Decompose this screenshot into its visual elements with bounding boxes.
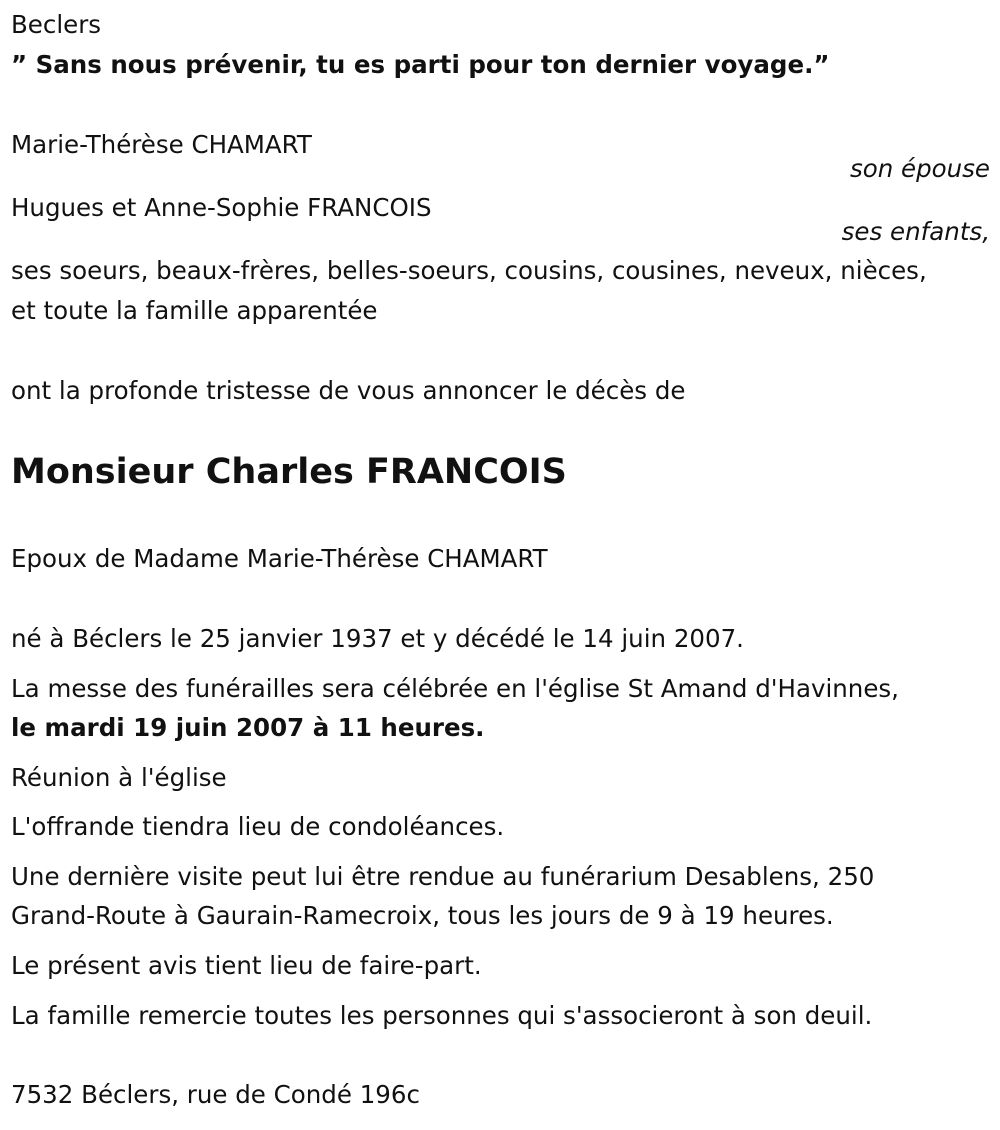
children-role: ses enfants,	[841, 217, 990, 246]
spouse-of-line: Epoux de Madame Marie-Thérèse CHAMART	[11, 544, 548, 573]
notice-line: Le présent avis tient lieu de faire-part.	[11, 951, 482, 980]
meeting-place: Réunion à l'église	[11, 763, 227, 792]
offering-note: L'offrande tiendra lieu de condoléances.	[11, 812, 505, 841]
children-names: Hugues et Anne-Sophie FRANCOIS	[11, 193, 432, 222]
address-line: 7532 Béclers, rue de Condé 196c	[11, 1080, 420, 1109]
visit-line-2: Grand-Route à Gaurain-Ramecroix, tous les jours de 9 à 19 heures.	[11, 901, 834, 930]
deceased-name: Monsieur Charles FRANCOIS	[11, 452, 567, 492]
spouse-role: son épouse	[849, 154, 990, 183]
epitaph-quote: ” Sans nous prévenir, tu es parti pour ton dernier voyage.”	[11, 50, 830, 79]
announcement-text: ont la profonde tristesse de vous annoncer le décès de	[11, 376, 686, 405]
mass-location: La messe des funérailles sera célébrée en l'église St Amand d'Havinnes,	[11, 674, 899, 703]
spouse-name: Marie-Thérèse CHAMART	[11, 130, 312, 159]
relatives-line-2: et toute la famille apparentée	[11, 296, 378, 325]
visit-line-1: Une dernière visite peut lui être rendue au funérarium Desablens, 250	[11, 862, 875, 891]
thanks-line: La famille remercie toutes les personnes qui s'associeront à son deuil.	[11, 1001, 873, 1030]
relatives-line-1: ses soeurs, beaux-frères, belles-soeurs, cousins, cousines, neveux, nièces,	[11, 256, 927, 285]
mass-date: le mardi 19 juin 2007 à 11 heures.	[11, 713, 485, 742]
birth-death-line: né à Béclers le 25 janvier 1937 et y décédé le 14 juin 2007.	[11, 624, 744, 653]
town-heading: Beclers	[11, 10, 102, 39]
